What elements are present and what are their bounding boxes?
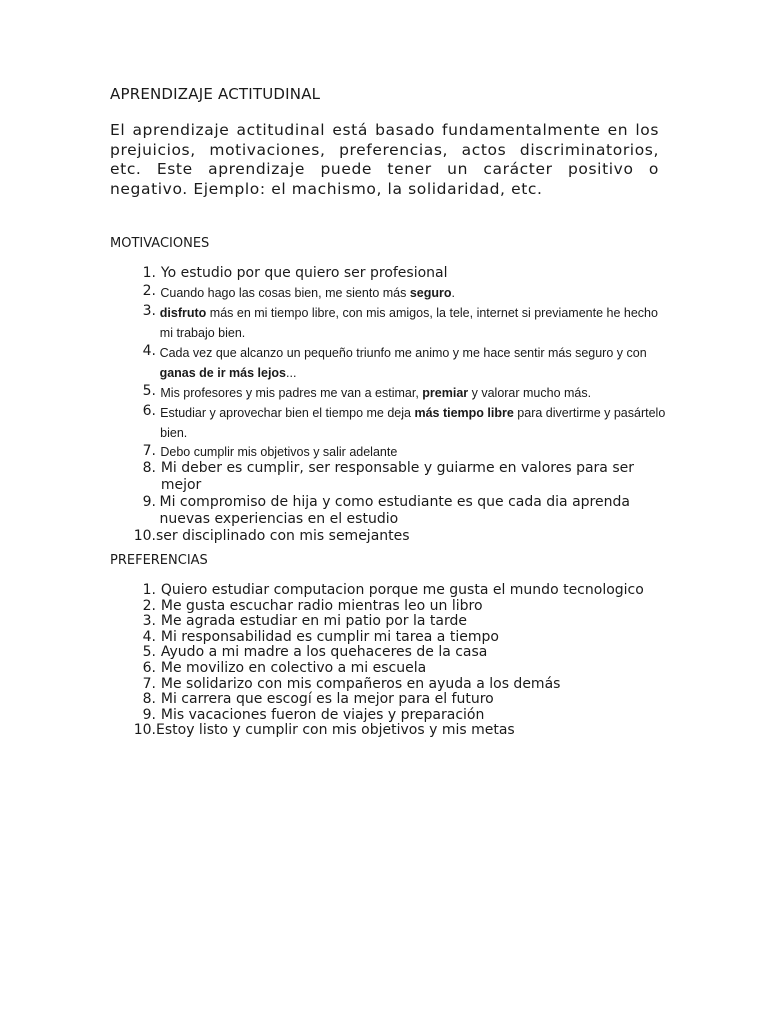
list-item: 7. Me solidarizo con mis compañeros en ayuda a los demás — [142, 675, 561, 692]
list-item: 1. Yo estudio por que quiero ser profesional — [142, 265, 448, 281]
list-item: 3. disfruto más en mi tiempo libre, con mis amigos, la tele, internet si previamente he hecho mi trabajo bien. — [142, 303, 658, 340]
list-item: 4. Cada vez que alcanzo un pequeño triunfo me animo y me hace sentir más seguro y con ganas de ir más lejos... — [142, 343, 647, 380]
list-item: 10. Estoy listo y cumplir con mis objetivos y mis metas — [133, 722, 515, 739]
preferencias-list — [110, 583, 670, 739]
list-item: 2. Cuando hago las cosas bien, me siento más seguro. — [142, 283, 455, 300]
list-item: 1. Quiero estudiar computacion porque me gusta el mundo tecnologico — [142, 582, 644, 598]
list-item: 5. Mis profesores y mis padres me van a estimar, premiar y valorar mucho más. — [142, 383, 592, 400]
list-item: 5. Ayudo a mi madre a los quehaceres de la casa — [142, 644, 488, 661]
list-item: 4. Mi responsabilidad es cumplir mi tarea a tiempo — [142, 628, 499, 645]
intro-paragraph: El aprendizaje actitudinal está basado fundamentalmente en los prejuicios, motivaciones, preferencias, actos discriminatorios, etc. Este aprendizaje puede tener un carácter positivo o negativo. Ejemplo: el machismo, la solidaridad, etc. — [110, 121, 659, 198]
motivaciones-title: MOTIVACIONES — [110, 236, 210, 251]
list-item: 6. Me movilizo en colectivo a mi escuela — [142, 659, 427, 676]
document-heading: APRENDIZAJE ACTITUDINAL — [110, 85, 321, 103]
list-item: 8. Mi carrera que escogí es la mejor para el futuro — [142, 691, 494, 708]
list-item: 9. Mis vacaciones fueron de viajes y preparación — [142, 706, 485, 723]
list-item: 2. Me gusta escuchar radio mientras leo un libro — [142, 597, 483, 614]
list-item: 10. ser disciplinado con mis semejantes — [133, 528, 410, 544]
list-item: 3. Me agrada estudiar en mi patio por la tarde — [142, 613, 468, 630]
list-item: 7. Debo cumplir mis objetivos y salir adelante — [142, 443, 398, 459]
preferencias-title: PREFERENCIAS — [110, 553, 208, 568]
list-item: 8. Mi deber es cumplir, ser responsable y guiarme en valores para ser mejor — [142, 460, 634, 493]
motivaciones-list — [110, 265, 670, 545]
list-item: 6. Estudiar y aprovechar bien el tiempo me deja más tiempo libre para divertirme y pasártelo bien. — [142, 403, 666, 440]
list-item: 9. Mi compromiso de hija y como estudiante es que cada dia aprenda nuevas experiencias en el estudio — [142, 494, 630, 527]
